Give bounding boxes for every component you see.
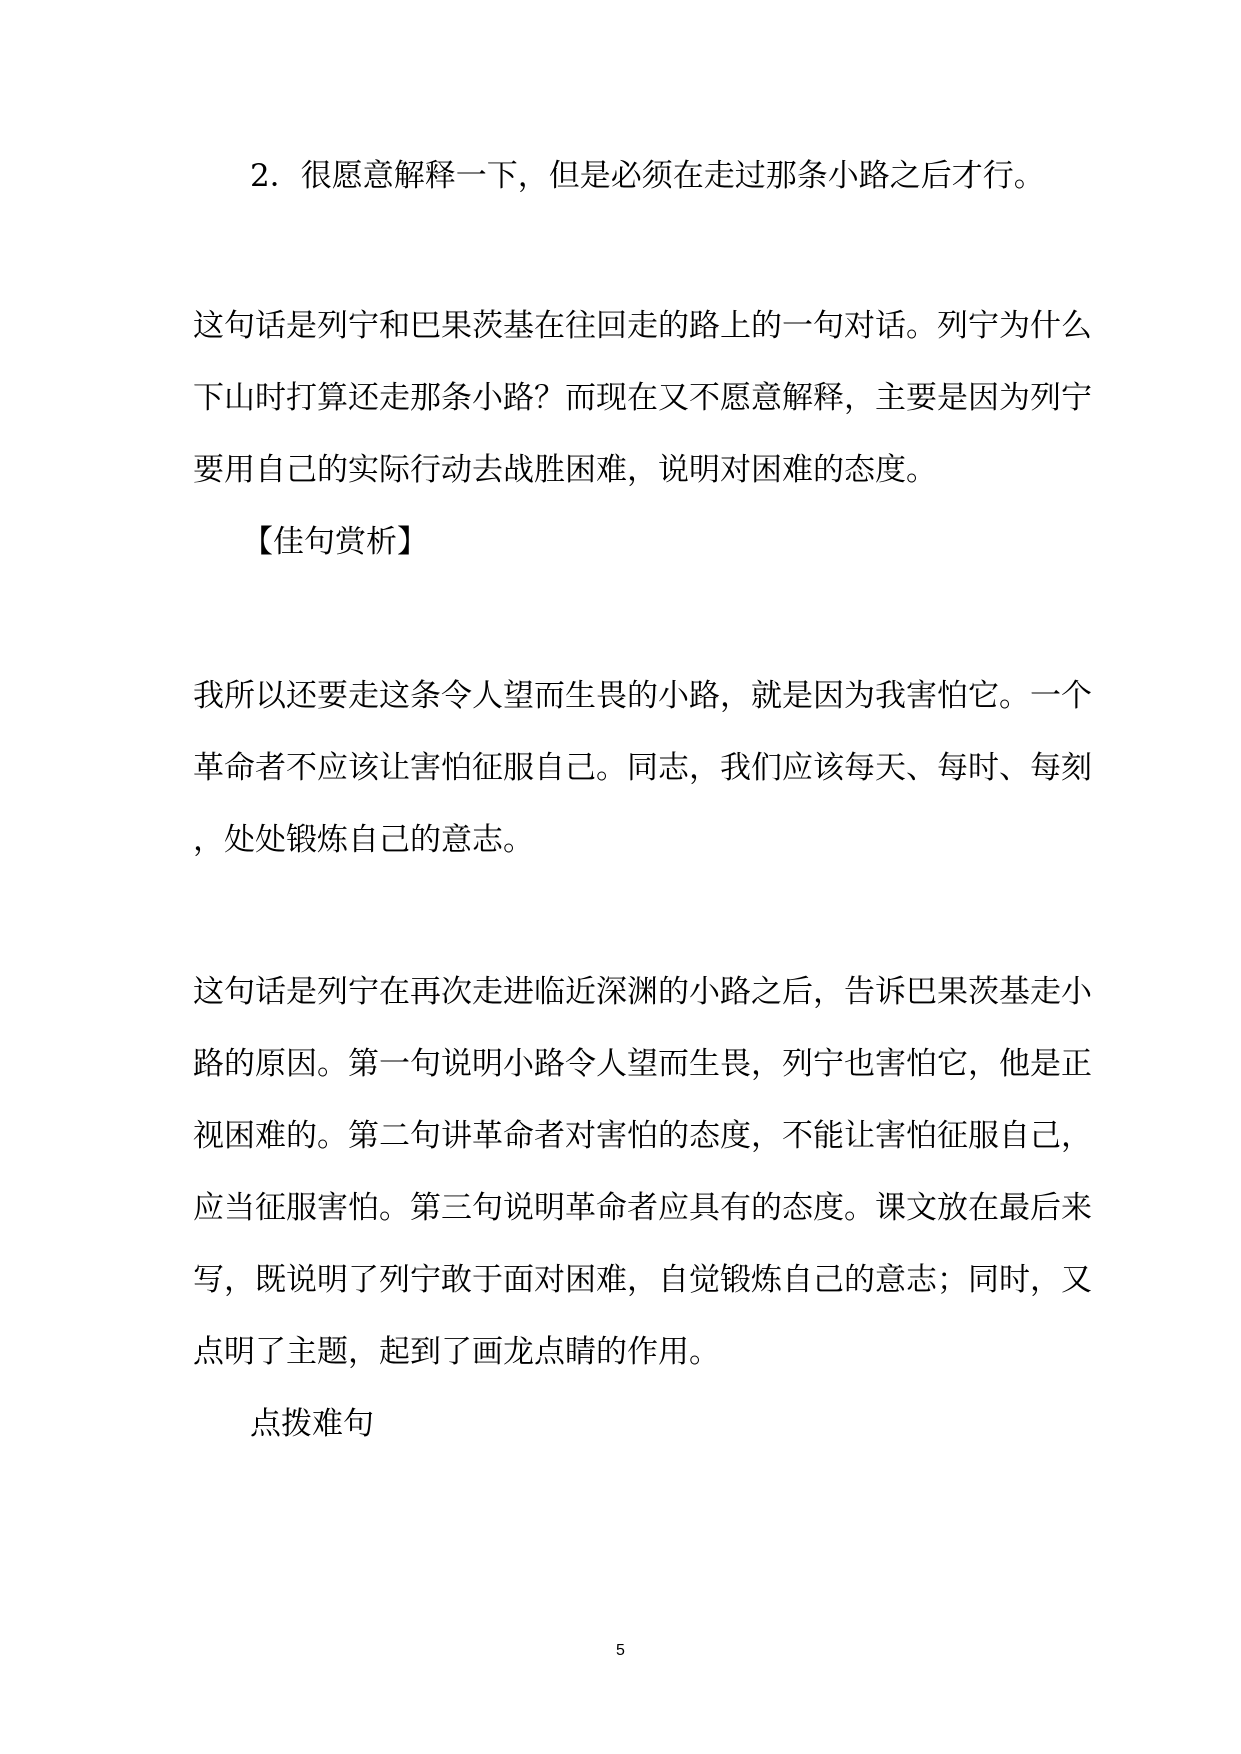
subheading: 点拨难句 (250, 1406, 374, 1442)
analysis-line: 应当征服害怕。第三句说明革命者应具有的态度。课文放在最后来 (193, 1190, 1092, 1226)
analysis-line: 路的原因。第一句说明小路令人望而生畏，列宁也害怕它，他是正 (193, 1046, 1092, 1082)
item-2-text: 2．很愿意解释一下，但是必须在走过那条小路之后才行。 (250, 158, 1045, 194)
quote-line: ，处处锻炼自己的意志。 (193, 822, 534, 858)
analysis-line: 视困难的。第二句讲革命者对害怕的态度，不能让害怕征服自己， (193, 1118, 1092, 1154)
analysis-line: 点明了主题，起到了画龙点睛的作用。 (193, 1334, 720, 1370)
analysis-line: 这句话是列宁在再次走进临近深渊的小路之后，告诉巴果茨基走小 (193, 974, 1092, 1010)
analysis-line: 写，既说明了列宁敢于面对困难，自觉锻炼自己的意志；同时，又 (193, 1262, 1092, 1298)
section-heading: 【佳句赏析】 (242, 524, 428, 560)
paragraph-line: 下山时打算还走那条小路？而现在又不愿意解释，主要是因为列宁 (193, 380, 1092, 416)
quote-line: 革命者不应该让害怕征服自己。同志，我们应该每天、每时、每刻 (193, 750, 1092, 786)
quote-line: 我所以还要走这条令人望而生畏的小路，就是因为我害怕它。一个 (193, 678, 1092, 714)
paragraph-line: 这句话是列宁和巴果茨基在往回走的路上的一句对话。列宁为什么 (193, 308, 1092, 344)
page-number: 5 (616, 1642, 625, 1659)
paragraph-line: 要用自己的实际行动去战胜困难，说明对困难的态度。 (193, 452, 937, 488)
